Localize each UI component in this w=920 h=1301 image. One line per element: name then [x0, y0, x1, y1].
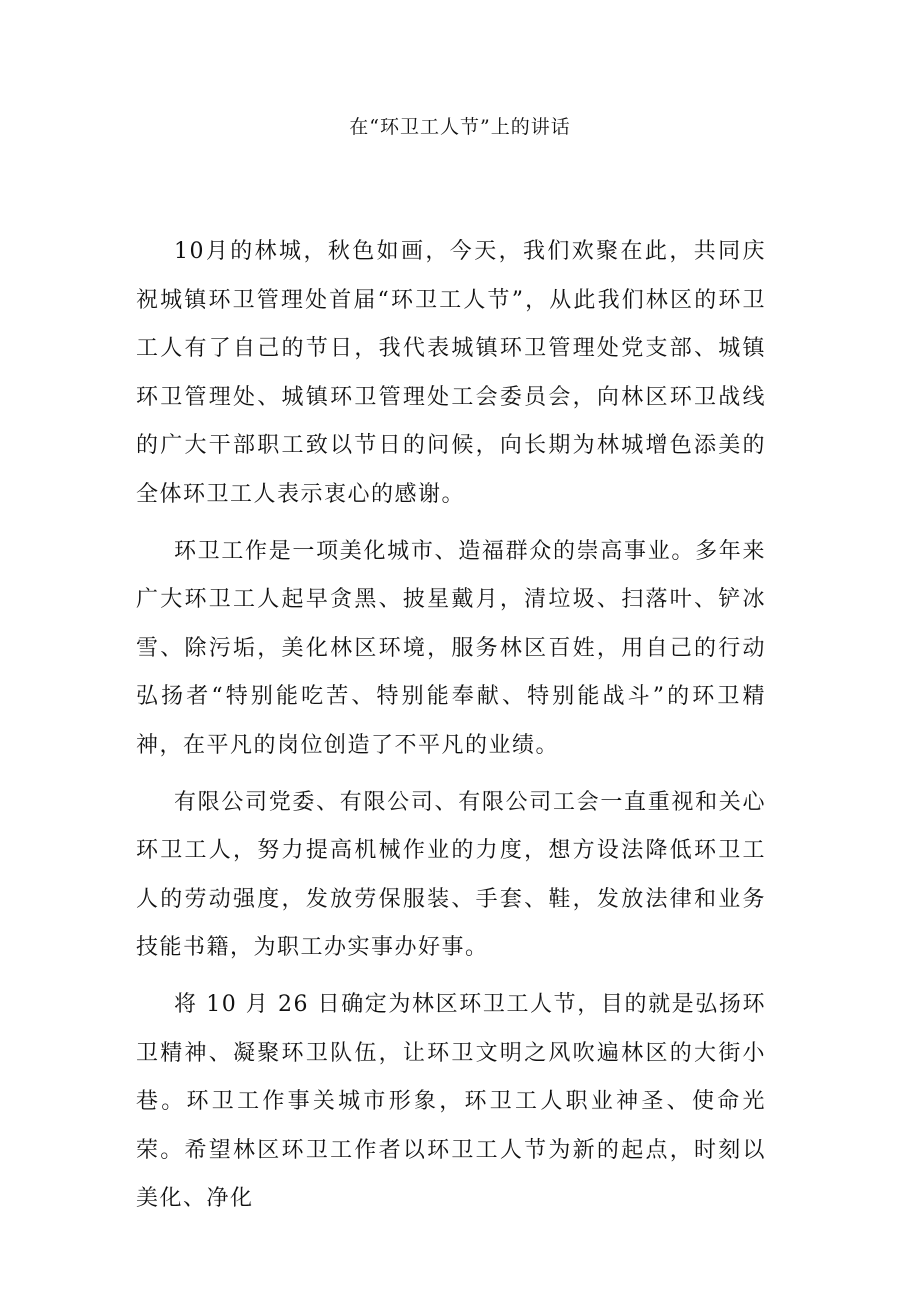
paragraph-3: 有限公司党委、有限公司、有限公司工会一直重视和关心环卫工人，努力提高机械作业的力度，想方设法降低环卫工人的劳动强度，发放劳保服装、手套、鞋，发放法律和业务技能书籍，为职工办实事办好事。	[136, 789, 766, 961]
paragraph-1: 10月的林城，秋色如画，今天，我们欢聚在此，共同庆祝城镇环卫管理处首届“环卫工人节”，从此我们林区的环卫工人有了自己的节日，我代表城镇环卫管理处党支部、城镇环卫管理处、城镇环卫管理处工会委员会，向林区环卫战线的广大干部职工致以节日的问候，向长期为林城增色添美的全体环卫工人表示衷心的感谢。	[136, 239, 766, 507]
document-title: 在“环卫工人节”上的讲话	[349, 116, 571, 138]
document-body	[136, 228, 766, 1232]
paragraph-4: 将 10 月 26 日确定为林区环卫工人节，目的就是弘扬环卫精神、凝聚环卫队伍，让环卫文明之风吹遍林区的大街小巷。环卫工作事关城市形象，环卫工人职业神圣、使命光荣。希望林区环卫工作者以环卫工人节为新的起点，时刻以美化、净化	[136, 991, 766, 1212]
paragraph-2: 环卫工作是一项美化城市、造福群众的崇高事业。多年来广大环卫工人起早贪黑、披星戴月，清垃圾、扫落叶、铲冰雪、除污垢，美化林区环境，服务林区百姓，用自己的行动弘扬者“特别能吃苦、特别能奉献、特别能战斗”的环卫精神，在平凡的岗位创造了不平凡的业绩。	[136, 538, 766, 758]
